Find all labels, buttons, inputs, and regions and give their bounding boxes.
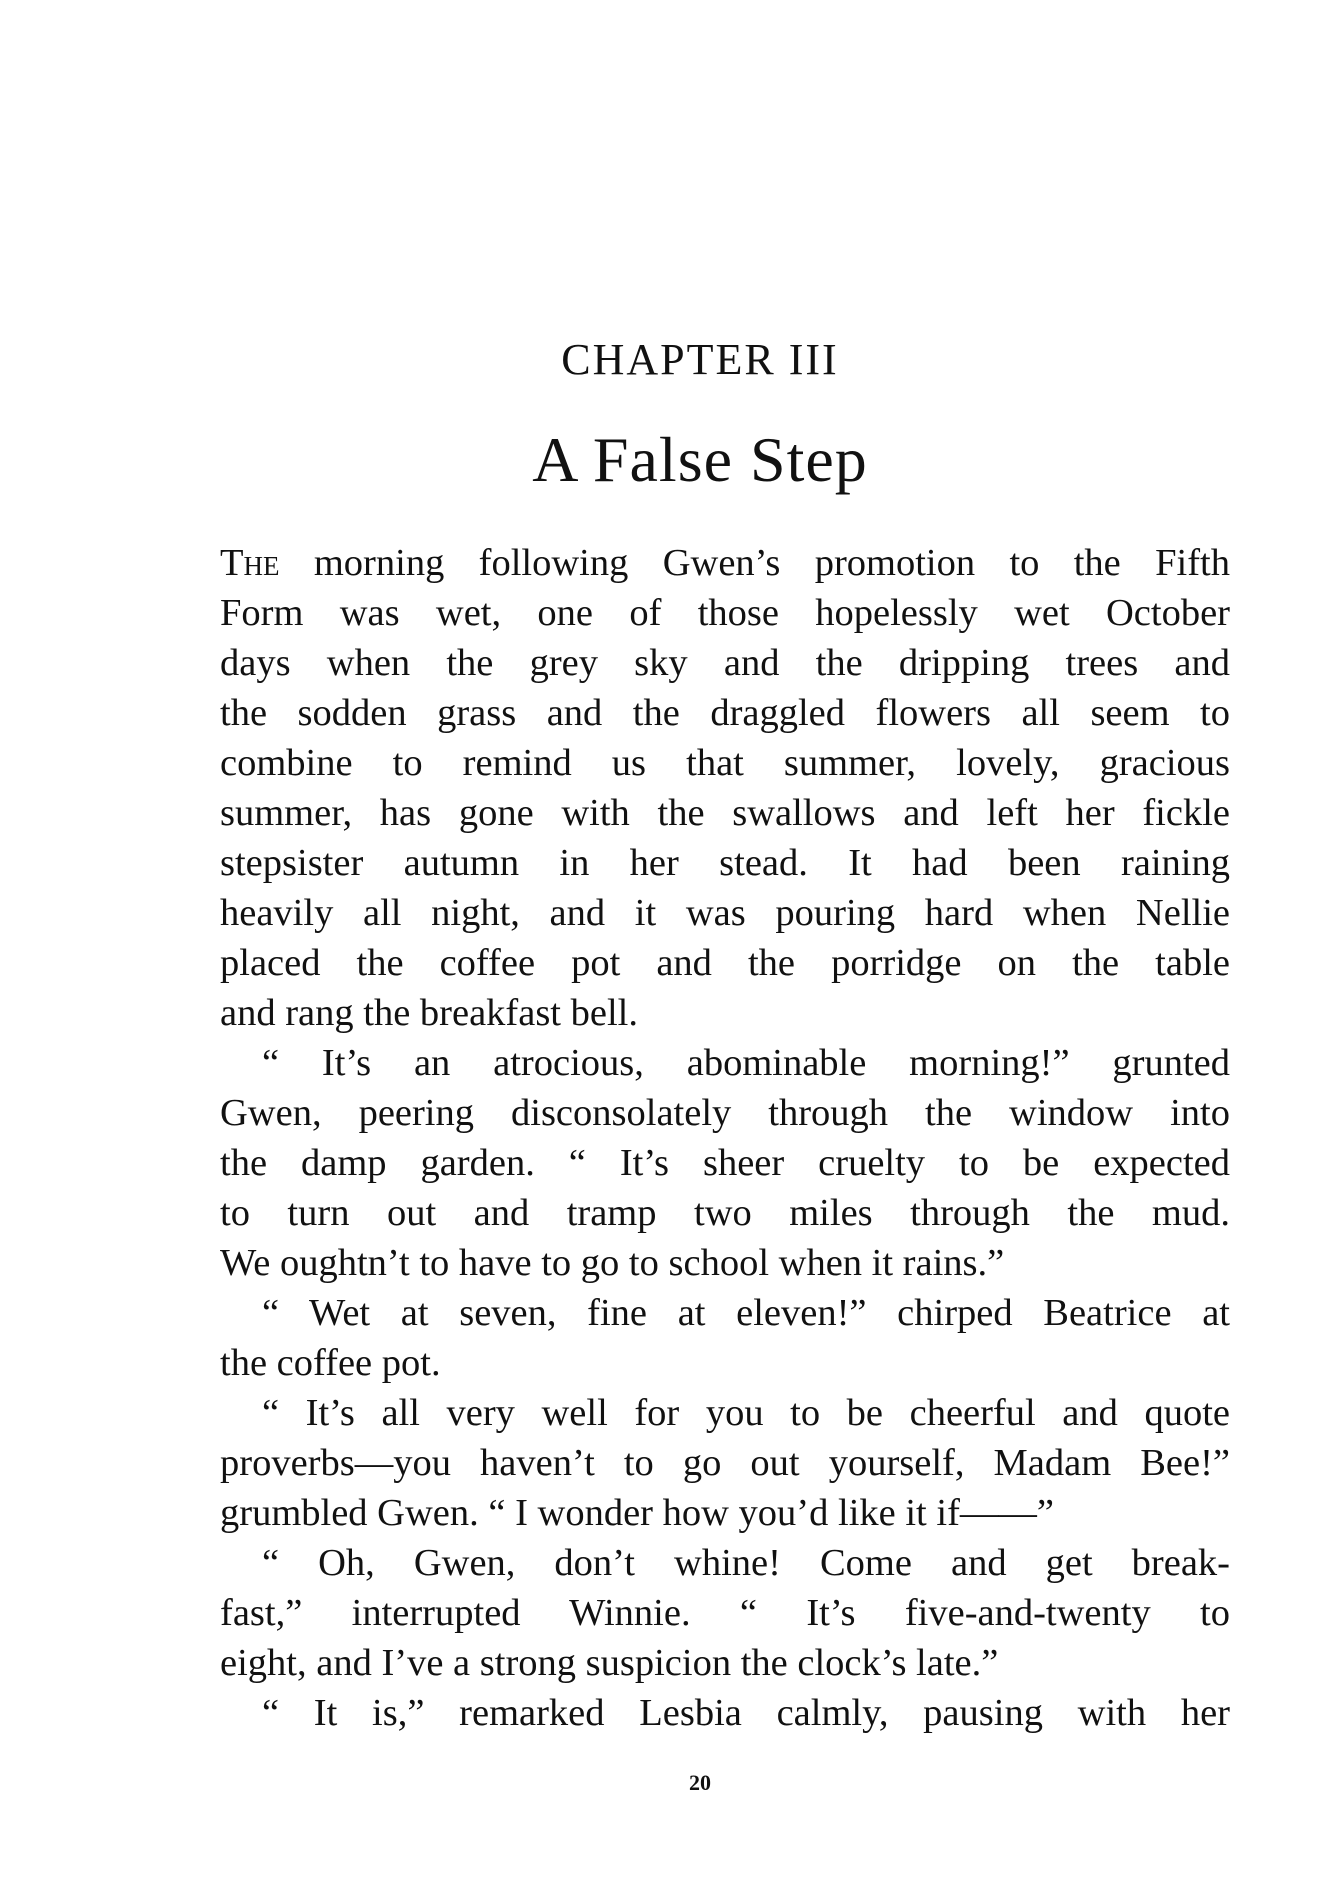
line-text: morning following Gwen’s promotion to the Fifth — [279, 542, 1230, 584]
text-line: fast,” interrupted Winnie. “ It’s five-and-twenty to — [220, 1592, 1230, 1634]
page-number: 20 — [689, 1770, 711, 1795]
lead-word: The — [220, 542, 280, 584]
text-line: “ Oh, Gwen, don’t whine! Come and get break- — [262, 1542, 1230, 1584]
text-line: proverbs—you haven’t to go out yourself, Madam Bee!” — [220, 1442, 1230, 1484]
text-line: heavily all night, and it was pouring hard when Nellie — [220, 892, 1230, 934]
text-line: days when the grey sky and the dripping trees and — [220, 642, 1230, 684]
text-line: the coffee pot. — [220, 1342, 441, 1384]
chapter-label: CHAPTER III — [561, 335, 839, 384]
text-line: the sodden grass and the draggled flowers all seem to — [220, 692, 1230, 734]
text-line: placed the coffee pot and the porridge on the table — [220, 942, 1230, 984]
text-line: We oughtn’t to have to go to school when it rains.” — [220, 1242, 1005, 1284]
text-line: Gwen, peering disconsolately through the window into — [220, 1092, 1230, 1134]
text-line — [220, 538, 1230, 588]
text-line: stepsister autumn in her stead. It had been raining — [220, 842, 1230, 884]
text-line: combine to remind us that summer, lovely, gracious — [220, 742, 1230, 784]
text-line: eight, and I’ve a strong suspicion the clock’s late.” — [220, 1642, 999, 1684]
text-line: “ Wet at seven, fine at eleven!” chirped Beatrice at — [262, 1292, 1230, 1334]
text-line: “ It’s all very well for you to be cheerful and quote — [262, 1392, 1230, 1434]
text-line: “ It is,” remarked Lesbia calmly, pausing with her — [262, 1692, 1230, 1734]
text-line: and rang the breakfast bell. — [220, 992, 638, 1034]
text-line: to turn out and tramp two miles through the mud. — [220, 1192, 1230, 1234]
text-line: grumbled Gwen. “ I wonder how you’d like it if——” — [220, 1492, 1054, 1534]
text-line: the damp garden. “ It’s sheer cruelty to be expected — [220, 1142, 1230, 1184]
chapter-title: A False Step — [532, 424, 868, 495]
chapter-body — [220, 538, 1230, 1738]
text-line: “ It’s an atrocious, abominable morning!” grunted — [262, 1042, 1230, 1084]
text-line: Form was wet, one of those hopelessly wet October — [220, 592, 1230, 634]
text-line: summer, has gone with the swallows and left her fickle — [220, 792, 1230, 834]
